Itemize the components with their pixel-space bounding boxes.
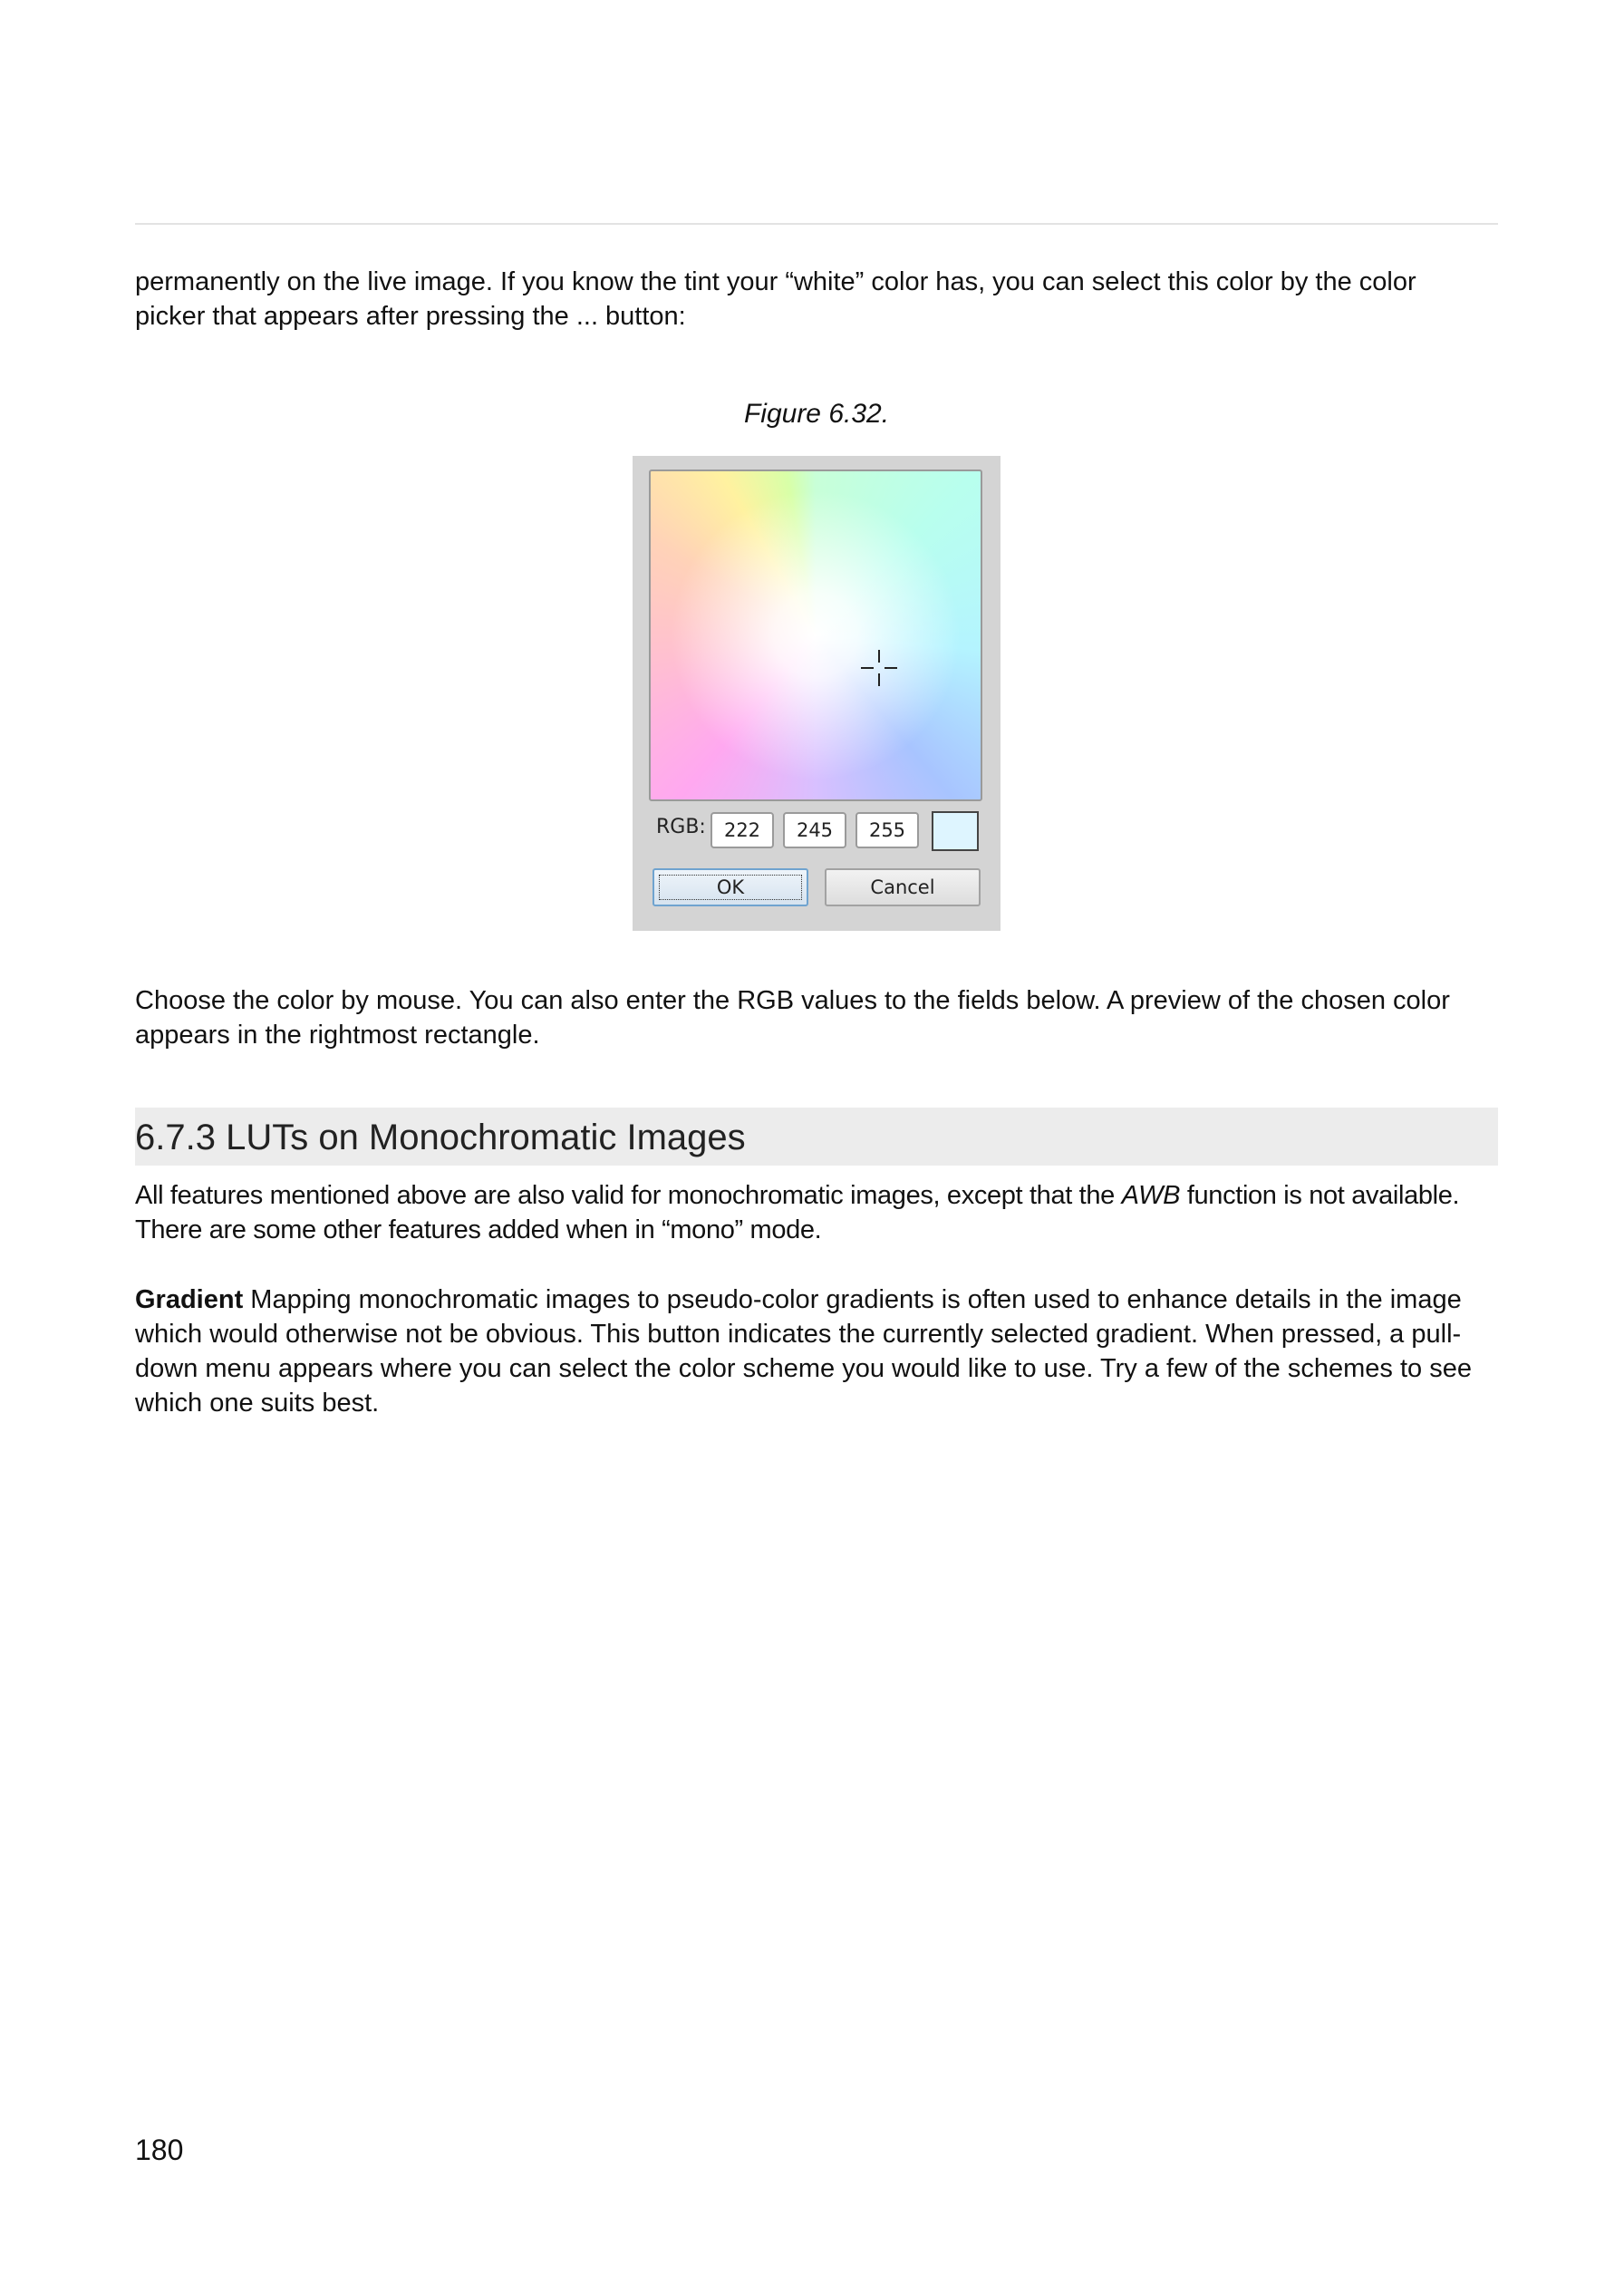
after-figure-line-2: appears in the rightmost rectangle. [135,1021,540,1050]
rgb-label: RGB: [656,816,706,838]
cancel-button[interactable] [825,868,981,906]
crosshair-icon [859,648,899,688]
gradient-line-2: which would otherwise not be obvious. This button indicates the currently selected gradient. When pressed, a pull- [135,1320,1462,1349]
color-picker-dialog [633,456,1000,931]
blue-input[interactable] [856,812,919,848]
focus-ring [659,875,802,900]
after-figure-line-1: Choose the color by mouse. You can also enter the RGB values to the fields below. A preview of the chosen color [135,986,1450,1015]
figure-caption: Figure 6.32. [743,399,890,429]
intro-line-1: permanently on the live image. If you know the tint your “white” color has, you can select this color by the color [135,267,1416,296]
section-intro-paragraph [135,1178,1498,1247]
gradient-line-1: Mapping monochromatic images to pseudo-color gradients is often used to enhance details in the image [243,1285,1462,1314]
ok-button-label: OK [716,876,745,898]
ok-button[interactable] [652,868,808,906]
red-input[interactable] [710,812,774,848]
after-figure-paragraph [135,983,1498,1052]
page-number: 180 [135,2134,184,2166]
color-field[interactable] [649,469,982,801]
gradient-line-3: down menu appears where you can select the color scheme you would like to use. Try a few of the schemes to see [135,1354,1472,1383]
gradient-term: Gradient [135,1285,244,1314]
section-title: 6.7.3 LUTs on Monochromatic Images [135,1118,746,1157]
gradient-paragraph [135,1283,1498,1420]
gradient-line-4: which one suits best. [135,1389,380,1418]
section-intro-line1-before: All features mentioned above are also valid for monochromatic images, except that the [135,1181,1122,1210]
cancel-button-label: Cancel [870,876,935,898]
intro-line-2: picker that appears after pressing the ... button: [135,302,686,331]
green-input[interactable] [783,812,846,848]
header-rule [135,223,1498,225]
intro-paragraph [135,265,1498,334]
section-intro-line2: There are some other features added when in “mono” mode. [135,1215,822,1244]
awb-term: AWB [1121,1181,1181,1210]
section-intro-line1-after: function is not available. [1180,1181,1460,1210]
color-preview-swatch [932,811,979,851]
